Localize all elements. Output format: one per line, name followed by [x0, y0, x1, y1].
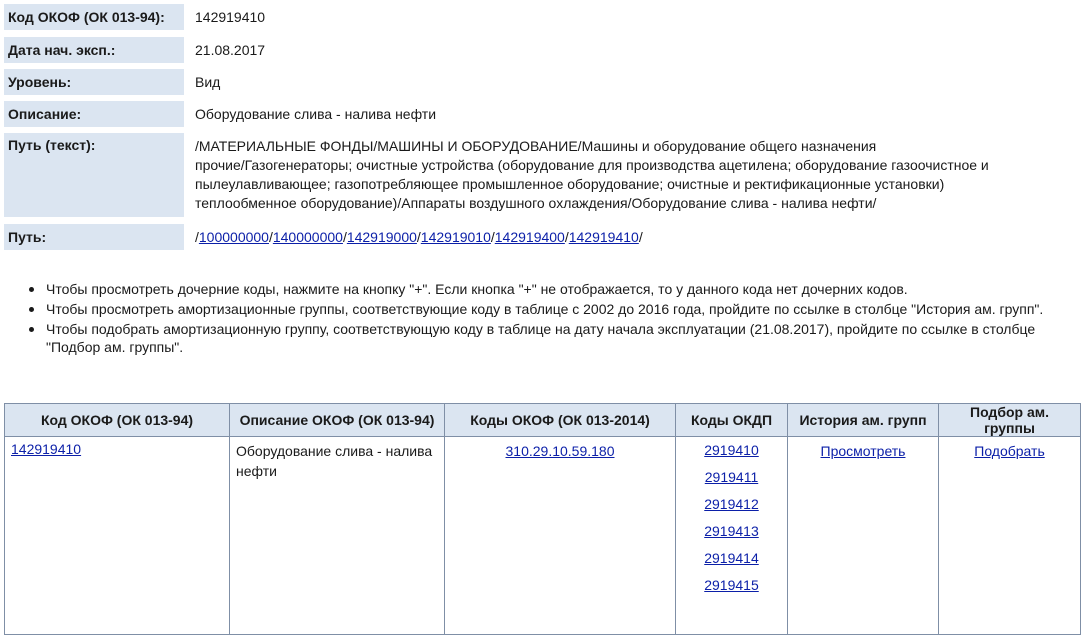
description-label: Описание: [4, 101, 184, 127]
notes-list [26, 280, 1066, 358]
path-link[interactable]: 142919400 [494, 229, 565, 245]
info-row-level [4, 69, 1085, 95]
okdp-list [682, 437, 781, 599]
info-row-code [4, 4, 1085, 30]
code-value: 142919410 [195, 9, 266, 25]
note-item: Чтобы подобрать амортизационную группу, соответствующую коду в таблице на дату начала эксплуатации (21.08.2017), пройдите по ссылке в столбце "Подбор ам. группы". [26, 320, 1066, 356]
path-breadcrumb: /100000000/140000000/142919000/142919010/142919400/142919410/ [195, 229, 643, 245]
history-link[interactable]: Просмотреть [820, 443, 906, 459]
header-okof2014: Коды ОКОФ (ОК 013-2014) [445, 404, 676, 437]
path-link[interactable]: 142919010 [420, 229, 491, 245]
okof-table [4, 403, 1081, 635]
cell-select [939, 437, 1081, 635]
path-link[interactable]: 142919410 [568, 229, 639, 245]
header-code: Код ОКОФ (ОК 013-94) [5, 404, 230, 437]
cell-code [5, 437, 230, 635]
path-text-label: Путь (текст): [4, 133, 184, 217]
info-row-path [4, 224, 1085, 250]
okdp-link[interactable]: 2919415 [704, 577, 759, 593]
path-text-line: пылеулавливающее; газопотребляющее промышленное оборудование; очистные и ректификационные установки) [195, 176, 945, 192]
table-row [5, 437, 1081, 635]
okdp-link[interactable]: 2919410 [704, 442, 759, 458]
code-link[interactable]: 142919410 [11, 441, 82, 457]
path-text-line: теплообменное оборудование)/Аппараты воздушного охлаждения/Оборудование слива - налива нефти/ [195, 195, 877, 211]
info-row-date [4, 37, 1085, 63]
select-link[interactable]: Подобрать [974, 443, 1045, 459]
info-row-description [4, 101, 1085, 127]
level-value: Вид [195, 74, 221, 90]
info-row-path-text [4, 133, 1085, 217]
description-value: Оборудование слива - налива нефти [195, 106, 437, 122]
cell-history [788, 437, 939, 635]
path-link[interactable]: 100000000 [198, 229, 269, 245]
path-link[interactable]: 140000000 [272, 229, 343, 245]
level-label: Уровень: [4, 69, 184, 95]
okdp-link[interactable]: 2919414 [704, 550, 759, 566]
cell-okof2014 [445, 437, 676, 635]
header-history: История ам. групп [788, 404, 939, 437]
note-item: Чтобы просмотреть амортизационные группы, соответствующие коду в таблице с 2002 до 2016 года, пройдите по ссылке в столбце "История ам. групп". [26, 300, 1066, 318]
path-label: Путь: [4, 224, 184, 250]
okdp-link[interactable]: 2919411 [704, 469, 759, 485]
date-value: 21.08.2017 [195, 42, 266, 58]
cell-okdp [676, 437, 788, 635]
okdp-link[interactable]: 2919412 [704, 496, 759, 512]
header-select: Подбор ам. группы [939, 404, 1081, 437]
code-label: Код ОКОФ (ОК 013-94): [4, 4, 184, 30]
table-header-row [5, 404, 1081, 437]
header-okdp: Коды ОКДП [676, 404, 788, 437]
description-text: Оборудование слива - налива нефти [236, 443, 433, 479]
date-label: Дата нач. эксп.: [4, 37, 184, 63]
cell-description [230, 437, 445, 635]
okdp-link[interactable]: 2919413 [704, 523, 759, 539]
path-text-value [195, 137, 1065, 213]
note-item: Чтобы просмотреть дочерние коды, нажмите на кнопку "+". Если кнопка "+" не отображается, то у данного кода нет дочерних кодов. [26, 280, 1066, 298]
path-text-line: /МАТЕРИАЛЬНЫЕ ФОНДЫ/МАШИНЫ И ОБОРУДОВАНИЕ/Машины и оборудование общего назначения [195, 138, 877, 154]
path-link[interactable]: 142919000 [346, 229, 417, 245]
path-text-line: прочие/Газогенераторы; очистные устройства (оборудование для производства ацетилена; оборудование газоочистное и [195, 157, 989, 173]
header-description: Описание ОКОФ (ОК 013-94) [230, 404, 445, 437]
okof2014-link[interactable]: 310.29.10.59.180 [505, 443, 615, 459]
